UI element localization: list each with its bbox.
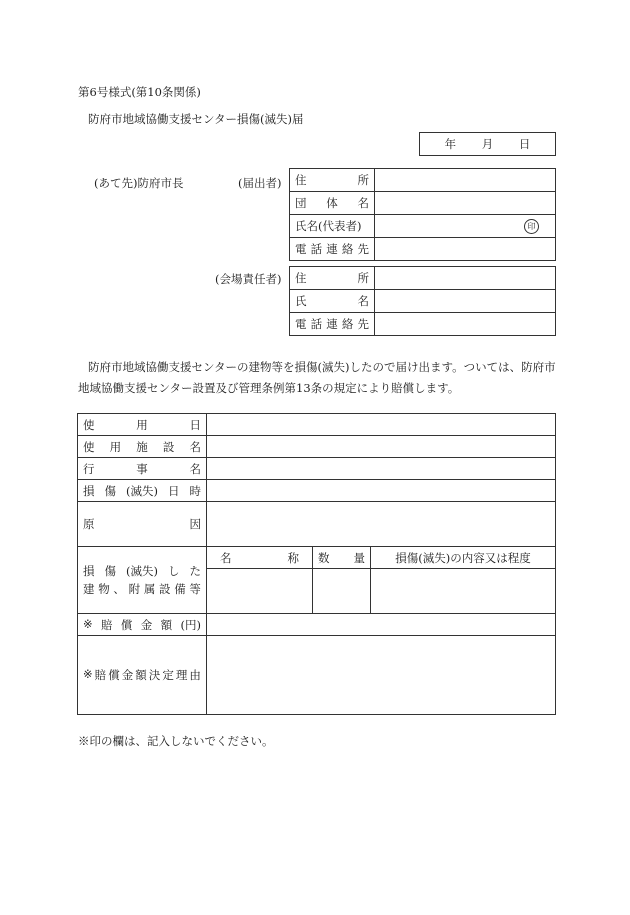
- item-name-field[interactable]: [207, 569, 313, 614]
- applicant-phone-label: [290, 238, 375, 261]
- date-year-label: 年: [444, 137, 457, 151]
- facility-field[interactable]: [207, 436, 556, 458]
- date-box: [419, 132, 556, 156]
- venue-phone-label: [290, 313, 375, 336]
- col-name-header: [207, 547, 313, 569]
- venue-name-text: 氏 名: [295, 294, 369, 308]
- form-title: 防府市地域協働支援センター損傷(滅失)届: [88, 112, 304, 126]
- col-qty-text: 数 量: [318, 550, 365, 565]
- org-text: 団 体 名: [295, 196, 369, 210]
- date-month-label: 月: [481, 137, 494, 151]
- venue-name-label: [290, 290, 375, 313]
- col-detail-header: 損傷(滅失)の内容又は程度: [371, 547, 556, 569]
- event-field[interactable]: [207, 458, 556, 480]
- damage-datetime-text: 損 傷 (滅失) 日 時: [83, 483, 201, 498]
- form-number: 第6号様式(第10条関係): [78, 85, 201, 99]
- venue-phone-field[interactable]: [375, 313, 556, 336]
- footnote: ※印の欄は、記入しないでください。: [78, 734, 274, 748]
- col-name-text: 名 称: [220, 550, 299, 565]
- damage-datetime-field[interactable]: [207, 480, 556, 502]
- damaged-items-line2: 建 物 、 附 属 設 備 等: [83, 582, 201, 596]
- body-text: 防府市地域協働支援センターの建物等を損傷(滅失)したので届け出ます。ついては、防府市地域協働支援センター設置及び管理条例第13条の規定により賠償します。: [78, 360, 556, 395]
- date-field[interactable]: [420, 133, 556, 156]
- facility-label: [78, 436, 207, 458]
- event-text: 行 事 名: [83, 461, 201, 476]
- use-date-text: 使 用 日: [83, 417, 201, 432]
- venue-manager-label: (会場責任者): [215, 272, 282, 286]
- col-qty-header: [313, 547, 371, 569]
- damage-datetime-label: [78, 480, 207, 502]
- facility-text: 使 用 施 設 名: [83, 439, 201, 454]
- compensation-reason-text: ※ 賠 償 金 額 決 定 理 由: [83, 667, 201, 682]
- venue-phone-text: 電 話 連 絡 先: [295, 317, 369, 331]
- applicant-address-field[interactable]: [375, 169, 556, 192]
- venue-address-text: 住 所: [295, 271, 369, 285]
- damaged-items-line1: 損 傷 (滅失) し た: [83, 564, 201, 578]
- address-text: 住 所: [295, 173, 369, 187]
- venue-manager-table: [289, 266, 556, 336]
- use-date-field[interactable]: [207, 414, 556, 436]
- event-label: [78, 458, 207, 480]
- item-detail-field[interactable]: [371, 569, 556, 614]
- addressee: (あて先)防府市長: [94, 176, 184, 190]
- cause-label: [78, 502, 207, 547]
- damaged-items-label: [78, 547, 207, 614]
- applicant-name-label: 氏名(代表者): [290, 215, 375, 238]
- compensation-amount-label: [78, 614, 207, 636]
- applicant-name-field[interactable]: [375, 215, 556, 238]
- item-qty-field[interactable]: [313, 569, 371, 614]
- applicant-table: [289, 168, 556, 261]
- applicant-phone-field[interactable]: [375, 238, 556, 261]
- applicant-org-field[interactable]: [375, 192, 556, 215]
- venue-name-field[interactable]: [375, 290, 556, 313]
- compensation-reason-field[interactable]: [207, 636, 556, 715]
- cause-field[interactable]: [207, 502, 556, 547]
- damage-details-table: [77, 413, 556, 715]
- venue-address-label: [290, 267, 375, 290]
- seal-mark: 印: [524, 219, 539, 234]
- date-day-label: 日: [518, 137, 531, 151]
- phone-text: 電 話 連 絡 先: [295, 242, 369, 256]
- cause-text: 原 因: [83, 517, 201, 531]
- applicant-address-label: [290, 169, 375, 192]
- compensation-reason-label: [78, 636, 207, 715]
- compensation-amount-field[interactable]: [207, 614, 556, 636]
- applicant-org-label: [290, 192, 375, 215]
- applicant-label: (届出者): [238, 176, 282, 190]
- compensation-amount-text: ※ 賠 償 金 額 (円): [83, 616, 201, 632]
- use-date-label: [78, 414, 207, 436]
- venue-address-field[interactable]: [375, 267, 556, 290]
